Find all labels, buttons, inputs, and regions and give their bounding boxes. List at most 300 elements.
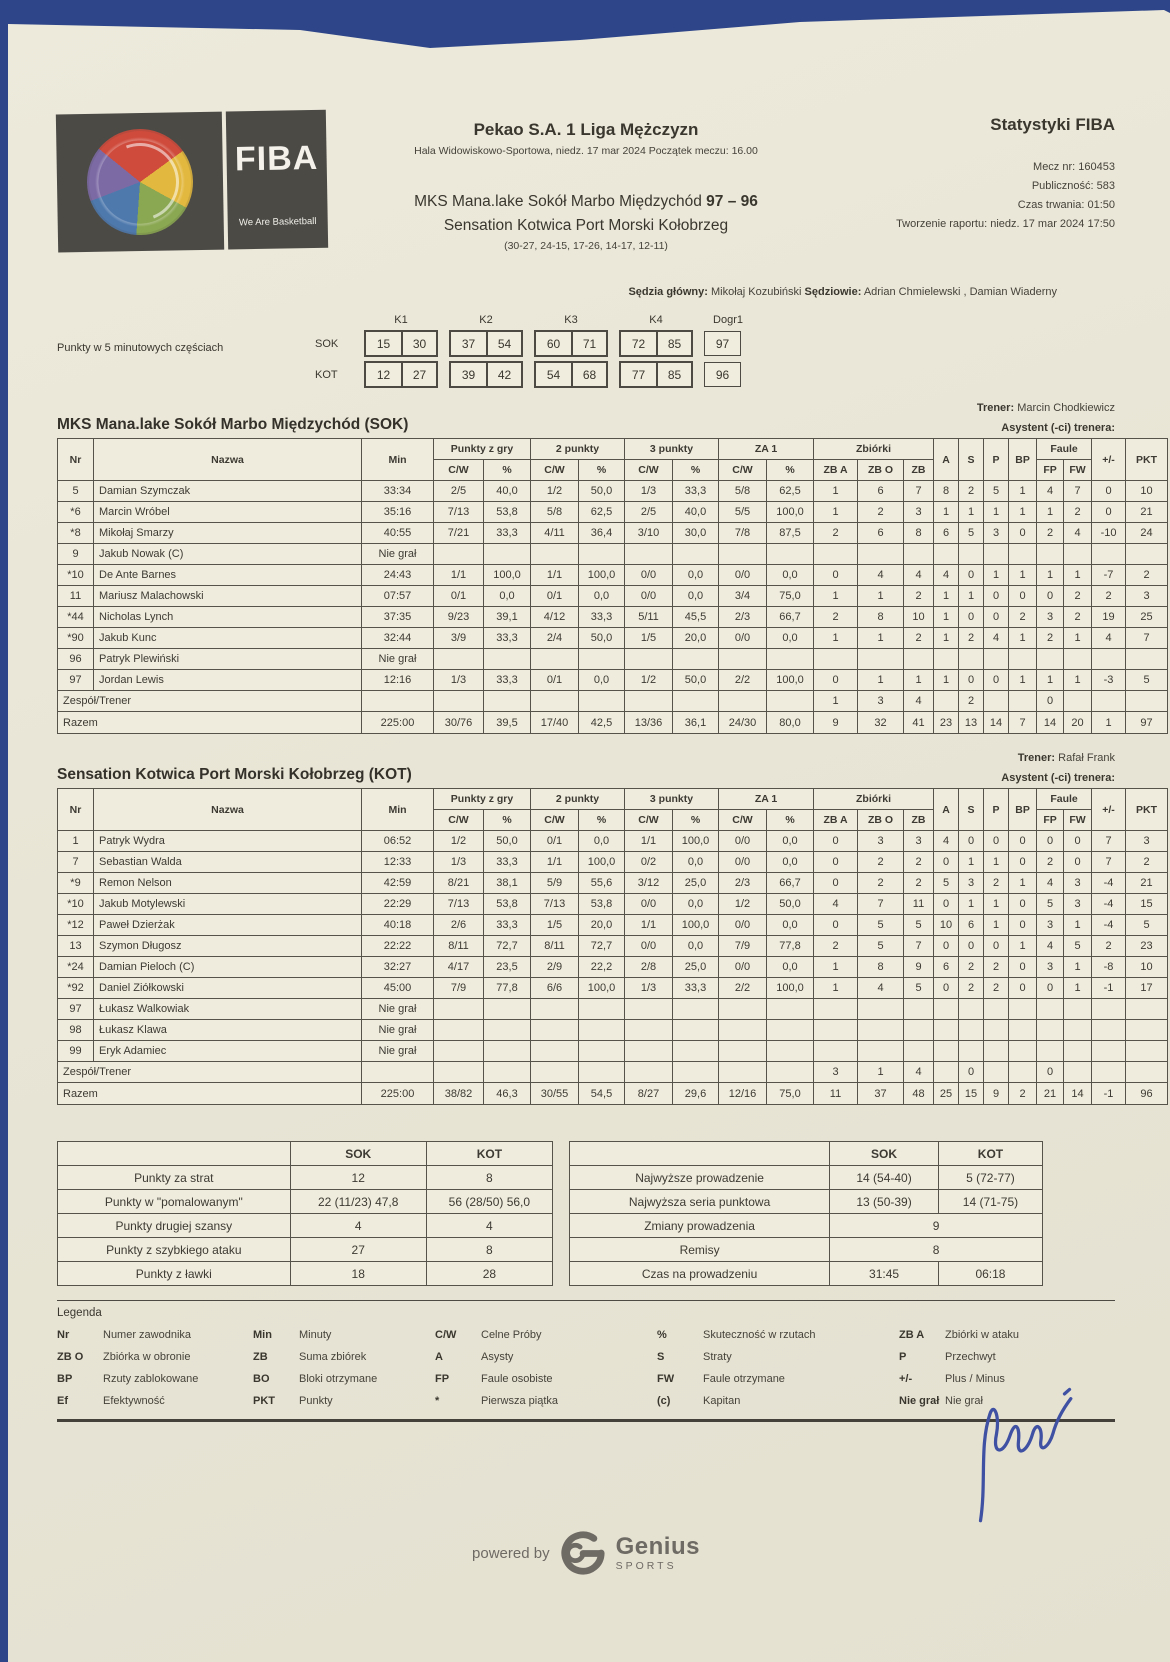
stat-cell (719, 1062, 767, 1083)
quarter-team-label: SOK (315, 337, 339, 350)
player-row (58, 523, 1168, 544)
stat-cell: 2 (1064, 586, 1092, 607)
stat-cell: 17 (1126, 978, 1168, 999)
stat-cell (959, 1041, 984, 1062)
quarter-label: K1 (394, 314, 408, 326)
stat-cell (579, 544, 625, 565)
legend-abbr: FP (435, 1373, 450, 1385)
stat-cell (959, 1020, 984, 1041)
stat-cell: 50,0 (579, 628, 625, 649)
summary-value-kot: 8 (426, 1238, 552, 1262)
column-header: +/- (1092, 439, 1126, 481)
column-header: Min (362, 789, 434, 831)
quarter-score-value: 15 (376, 336, 391, 351)
player-row (58, 586, 1168, 607)
stat-cell: 1 (1009, 481, 1037, 502)
column-header: P (984, 789, 1009, 831)
column-header: Min (362, 439, 434, 481)
stat-cell: 0,0 (579, 831, 625, 852)
legend-item (435, 1395, 657, 1407)
stat-cell: -1 (1092, 978, 1126, 999)
stat-cell (434, 649, 484, 670)
legend-desc: Straty (703, 1351, 732, 1363)
stat-cell: 7 (858, 894, 904, 915)
stat-cell: 0/0 (625, 936, 673, 957)
player-minutes: 33:34 (362, 481, 434, 502)
stat-cell: 21 (1126, 502, 1168, 523)
stat-cell (434, 999, 484, 1020)
stat-cell: 25 (1126, 607, 1168, 628)
stat-cell: 9 (904, 957, 934, 978)
stat-cell: 0/0 (625, 894, 673, 915)
legend-desc: Celne Próby (481, 1329, 542, 1341)
player-name: Sebastian Walda (94, 852, 362, 873)
stat-cell: 1 (814, 957, 858, 978)
stat-cell (959, 544, 984, 565)
fiba-wordmark: FIBA (234, 138, 319, 179)
stat-cell: 1 (1009, 502, 1037, 523)
legend-abbr: Nr (57, 1329, 70, 1341)
stat-cell: 6 (934, 523, 959, 544)
legend-abbr: Ef (57, 1395, 68, 1407)
column-subheader: FW (1064, 810, 1092, 831)
stat-cell: 33,3 (673, 978, 719, 999)
summary-value: 9 (830, 1214, 1043, 1238)
stat-cell: 4 (904, 691, 934, 712)
stat-cell (1092, 999, 1126, 1020)
stat-cell: 29,6 (673, 1083, 719, 1105)
stat-cell (984, 691, 1009, 712)
stat-cell: 0/0 (719, 915, 767, 936)
stat-cell (484, 544, 531, 565)
stat-cell: 1 (1009, 565, 1037, 586)
stat-cell: 5 (1064, 936, 1092, 957)
column-subheader: FP (1037, 810, 1064, 831)
stat-cell: 1 (1009, 670, 1037, 691)
stat-cell (858, 1041, 904, 1062)
stat-cell: 33,3 (484, 852, 531, 873)
stat-cell (484, 1020, 531, 1041)
player-minutes: Nie grał (362, 1041, 434, 1062)
summary-header-row (570, 1142, 1043, 1166)
stat-cell: 0 (1037, 831, 1064, 852)
stat-cell: 1 (934, 670, 959, 691)
player-minutes: 12:33 (362, 852, 434, 873)
stat-cell: -8 (1092, 957, 1126, 978)
stat-cell: 1 (959, 502, 984, 523)
stat-cell: 50,0 (579, 481, 625, 502)
stat-cell (814, 649, 858, 670)
stat-cell: 0/0 (719, 957, 767, 978)
stat-cell: 42,5 (579, 712, 625, 734)
stat-cell (858, 999, 904, 1020)
stat-cell: 3/12 (625, 873, 673, 894)
stat-cell (934, 1062, 959, 1083)
legend-abbr: A (435, 1351, 443, 1363)
stat-cell: 1/5 (531, 915, 579, 936)
stat-cell: 2 (904, 586, 934, 607)
stat-cell (984, 544, 1009, 565)
stat-cell: 0/2 (625, 852, 673, 873)
stat-cell (625, 649, 673, 670)
stat-cell: 3 (904, 502, 934, 523)
player-minutes: 24:43 (362, 565, 434, 586)
stat-cell: 0 (814, 915, 858, 936)
stat-cell (579, 691, 625, 712)
stat-cell (1092, 544, 1126, 565)
stat-cell: 0 (1009, 852, 1037, 873)
stat-cell: 2/3 (719, 607, 767, 628)
stat-cell: 4 (934, 831, 959, 852)
player-name: Marcin Wróbel (94, 502, 362, 523)
column-group-header: 2 punkty (531, 789, 625, 810)
stat-cell: 7 (904, 936, 934, 957)
stat-cell: 30/55 (531, 1083, 579, 1105)
stat-cell: 2 (984, 978, 1009, 999)
summary-value-sok: 31:45 (830, 1262, 939, 1286)
stat-cell: 0,0 (484, 586, 531, 607)
stat-cell: 2 (1064, 502, 1092, 523)
stat-cell (673, 691, 719, 712)
stat-cell: 2 (858, 873, 904, 894)
column-subheader: C/W (625, 810, 673, 831)
team-coach-row (58, 1062, 1168, 1083)
stat-cell (1037, 544, 1064, 565)
stat-cell: 3 (1037, 915, 1064, 936)
stat-cell: 100,0 (579, 565, 625, 586)
stat-cell: 5 (1037, 894, 1064, 915)
stat-cell (579, 1020, 625, 1041)
summary-value-kot: 06:18 (938, 1262, 1042, 1286)
stat-cell: 5 (904, 915, 934, 936)
stat-cell: 1/2 (434, 831, 484, 852)
stat-cell: 45,5 (673, 607, 719, 628)
stat-cell: 1 (1064, 978, 1092, 999)
legend-abbr: S (657, 1351, 665, 1363)
stat-cell: 1 (1064, 915, 1092, 936)
stat-cell: 7 (1092, 852, 1126, 873)
player-name: De Ante Barnes (94, 565, 362, 586)
stat-cell (434, 1041, 484, 1062)
stat-cell: 1/2 (625, 670, 673, 691)
stat-cell: 2 (959, 628, 984, 649)
column-subheader: ZB (904, 460, 934, 481)
main-referee-label: Sędzia główny: (628, 286, 708, 298)
stat-cell (719, 544, 767, 565)
stat-cell: 0 (934, 852, 959, 873)
stat-cell: 7 (1064, 481, 1092, 502)
player-minutes: 40:18 (362, 915, 434, 936)
legend-desc: Skuteczność w rzutach (703, 1329, 816, 1341)
legend-abbr: ZB A (899, 1329, 925, 1341)
report-created: Tworzenie raportu: niedz. 17 mar 2024 17:50 (896, 218, 1115, 230)
column-header: A (934, 789, 959, 831)
quarter-label: K2 (479, 314, 493, 326)
stat-cell: 12/16 (719, 1083, 767, 1105)
stat-cell: 0 (1009, 894, 1037, 915)
stat-cell (1037, 1041, 1064, 1062)
stat-cell: 23 (934, 712, 959, 734)
stat-cell (625, 1020, 673, 1041)
stat-cell: 1/5 (625, 628, 673, 649)
stat-cell: 8/21 (434, 873, 484, 894)
stat-cell: 0 (959, 607, 984, 628)
legend-desc: Faule osobiste (481, 1373, 553, 1385)
stat-cell: 1 (934, 502, 959, 523)
stat-cell (767, 649, 814, 670)
stat-cell (1064, 1062, 1092, 1083)
player-number: *12 (58, 915, 94, 936)
stat-cell: 2 (959, 978, 984, 999)
stat-cell: 30/76 (434, 712, 484, 734)
quarter-team-label: KOT (315, 368, 338, 381)
stat-cell: 1 (1037, 670, 1064, 691)
stat-cell: 0 (814, 670, 858, 691)
stat-cell: 100,0 (673, 831, 719, 852)
stat-cell: 2 (858, 852, 904, 873)
summary-value-sok: 12 (290, 1166, 426, 1190)
column-header: Nr (58, 439, 94, 481)
sok-coach: Marcin Chodkiewicz (1017, 402, 1115, 414)
stat-cell: 53,8 (579, 894, 625, 915)
player-name: Remon Nelson (94, 873, 362, 894)
player-name: Jakub Nowak (C) (94, 544, 362, 565)
stat-cell: 13/36 (625, 712, 673, 734)
stat-cell (959, 999, 984, 1020)
stat-cell (1092, 1020, 1126, 1041)
kot-team-title: Sensation Kotwica Port Morski Kołobrzeg (KOT) (57, 766, 412, 783)
stat-cell: 4 (1064, 523, 1092, 544)
player-name: Mariusz Malachowski (94, 586, 362, 607)
stat-cell (625, 544, 673, 565)
stat-cell: 4 (858, 978, 904, 999)
player-name: Daniel Ziółkowski (94, 978, 362, 999)
stat-cell: 7/13 (531, 894, 579, 915)
stat-cell (1126, 544, 1168, 565)
stat-cell: 5/8 (531, 502, 579, 523)
stat-cell (625, 691, 673, 712)
legend-abbr: FW (657, 1373, 675, 1385)
stat-cell: 2 (1037, 852, 1064, 873)
stat-cell: 0 (934, 978, 959, 999)
column-header: SOK (830, 1142, 939, 1166)
stat-cell: 11 (814, 1083, 858, 1105)
stat-cell: 1 (1064, 957, 1092, 978)
stat-cell: 7/21 (434, 523, 484, 544)
stat-cell: 2/5 (625, 502, 673, 523)
summary-label: Punkty w "pomalowanym" (58, 1190, 291, 1214)
stat-cell: 25,0 (673, 957, 719, 978)
stat-cell: 2 (1037, 628, 1064, 649)
stat-cell: 0 (984, 831, 1009, 852)
stat-cell: 39,5 (484, 712, 531, 734)
stat-cell: 5 (934, 873, 959, 894)
quarter-breakdown: (30-27, 24-15, 17-26, 14-17, 12-11) (504, 240, 668, 252)
stat-cell: 0/1 (531, 586, 579, 607)
stat-cell (1009, 691, 1037, 712)
stat-cell: 0 (959, 936, 984, 957)
stat-cell (579, 1041, 625, 1062)
stat-cell: 0 (1009, 523, 1037, 544)
player-row (58, 936, 1168, 957)
stat-cell: 4 (1037, 873, 1064, 894)
stat-cell: 0/1 (434, 586, 484, 607)
player-name: Patryk Plewiński (94, 649, 362, 670)
stat-cell: 8 (904, 523, 934, 544)
column-subheader: % (673, 810, 719, 831)
quarter-score-value: 37 (461, 336, 476, 351)
stat-cell: 0 (814, 565, 858, 586)
player-row (58, 502, 1168, 523)
stat-cell (934, 544, 959, 565)
stat-cell (984, 649, 1009, 670)
stat-cell: 1 (984, 894, 1009, 915)
stat-cell: 2 (959, 691, 984, 712)
column-header: SOK (290, 1142, 426, 1166)
quarter-score-box (449, 330, 523, 357)
player-minutes: 40:55 (362, 523, 434, 544)
stat-cell (904, 1020, 934, 1041)
stat-cell: 54,5 (579, 1083, 625, 1105)
stat-cell: 0 (1037, 586, 1064, 607)
player-name: Mikołaj Smarzy (94, 523, 362, 544)
stat-cell: 2/4 (531, 628, 579, 649)
summary-label: Najwyższa seria punktowa (570, 1190, 830, 1214)
stat-cell: 8 (858, 607, 904, 628)
totals-minutes: 225:00 (362, 712, 434, 734)
quarter-points-grid (315, 314, 752, 388)
stat-cell: 6 (959, 915, 984, 936)
stat-cell: 2 (814, 523, 858, 544)
stat-cell (673, 999, 719, 1020)
player-minutes: 22:29 (362, 894, 434, 915)
stat-cell: 5 (858, 915, 904, 936)
sok-team-title: MKS Mana.lake Sokół Marbo Międzychód (SOK) (57, 416, 409, 433)
summary-row (58, 1262, 553, 1286)
stat-cell: 0/1 (531, 670, 579, 691)
stat-cell: 66,7 (767, 607, 814, 628)
stat-cell: 1 (934, 628, 959, 649)
stat-cell: 1 (1037, 502, 1064, 523)
stat-cell (904, 1041, 934, 1062)
player-number: *92 (58, 978, 94, 999)
stat-cell: 7/9 (719, 936, 767, 957)
stat-cell (1037, 649, 1064, 670)
quarter-score-box (449, 361, 523, 388)
stat-cell (362, 1062, 434, 1083)
stat-cell: 41 (904, 712, 934, 734)
stat-cell (1092, 649, 1126, 670)
stat-cell: 2 (1009, 1083, 1037, 1105)
stat-cell (1037, 1020, 1064, 1041)
stat-cell (1064, 649, 1092, 670)
stat-cell: 0/0 (719, 831, 767, 852)
stat-cell: 8/11 (434, 936, 484, 957)
summary-label: Remisy (570, 1238, 830, 1262)
player-row (58, 607, 1168, 628)
summary-value-kot: 5 (72-77) (938, 1166, 1042, 1190)
stat-cell: 1 (814, 628, 858, 649)
totals-label: Razem (58, 1083, 362, 1105)
stat-cell: 62,5 (767, 481, 814, 502)
stat-cell (719, 999, 767, 1020)
column-subheader: % (767, 810, 814, 831)
player-name: Nicholas Lynch (94, 607, 362, 628)
quarter-score-value: 72 (631, 336, 646, 351)
stat-cell: 2/2 (719, 978, 767, 999)
stat-cell: 8/27 (625, 1083, 673, 1105)
stat-cell: 14 (1037, 712, 1064, 734)
summary-row (570, 1214, 1043, 1238)
stat-cell (362, 691, 434, 712)
stat-cell: 0,0 (673, 565, 719, 586)
stat-cell: 40,0 (673, 502, 719, 523)
stat-cell: 77,8 (767, 936, 814, 957)
player-row (58, 565, 1168, 586)
stat-cell: 0 (1009, 915, 1037, 936)
stat-cell: 24 (1126, 523, 1168, 544)
stat-cell (814, 999, 858, 1020)
stat-cell: 0 (1092, 502, 1126, 523)
stat-cell: 72,7 (484, 936, 531, 957)
column-header: Nr (58, 789, 94, 831)
player-name: Łukasz Klawa (94, 1020, 362, 1041)
stat-cell: 1 (814, 481, 858, 502)
legend-desc: Rzuty zablokowane (103, 1373, 199, 1385)
stat-cell: 1/3 (434, 852, 484, 873)
stat-cell: 5 (1126, 915, 1168, 936)
stat-cell (719, 691, 767, 712)
fiba-tagline: We Are Basketball (238, 215, 317, 229)
column-group-header: 3 punkty (625, 439, 719, 460)
stat-cell: 8 (858, 957, 904, 978)
stat-cell: 9/23 (434, 607, 484, 628)
player-name: Damian Pieloch (C) (94, 957, 362, 978)
stat-cell: 36,4 (579, 523, 625, 544)
column-header: BP (1009, 439, 1037, 481)
stat-cell (484, 1062, 531, 1083)
legend-item (253, 1395, 435, 1407)
stat-cell: 0,0 (579, 670, 625, 691)
stat-cell (531, 691, 579, 712)
stat-cell: 100,0 (767, 978, 814, 999)
stat-cell: 7/8 (719, 523, 767, 544)
summary-row (58, 1166, 553, 1190)
legend-desc: Suma zbiórek (299, 1351, 367, 1363)
stat-cell: 1/1 (625, 915, 673, 936)
stat-cell (858, 1020, 904, 1041)
stat-cell: 6/6 (531, 978, 579, 999)
stat-cell: 2/9 (531, 957, 579, 978)
stat-cell (1126, 1041, 1168, 1062)
stat-cell: 2 (984, 873, 1009, 894)
column-group-header: 3 punkty (625, 789, 719, 810)
player-name: Szymon Długosz (94, 936, 362, 957)
signature (942, 1363, 1102, 1531)
stat-cell: 9 (984, 1083, 1009, 1105)
summary-value: 8 (830, 1238, 1043, 1262)
legend-desc: Pierwsza piątka (481, 1395, 559, 1407)
stat-cell: 4/12 (531, 607, 579, 628)
report-title: Statystyki FIBA (990, 115, 1115, 134)
stat-cell: 7 (1126, 628, 1168, 649)
stat-cell: 13 (959, 712, 984, 734)
legend-item (899, 1351, 1115, 1363)
stat-cell: 1/1 (625, 831, 673, 852)
stat-cell: 7 (904, 481, 934, 502)
stat-cell: 4 (934, 565, 959, 586)
player-minutes: 32:44 (362, 628, 434, 649)
